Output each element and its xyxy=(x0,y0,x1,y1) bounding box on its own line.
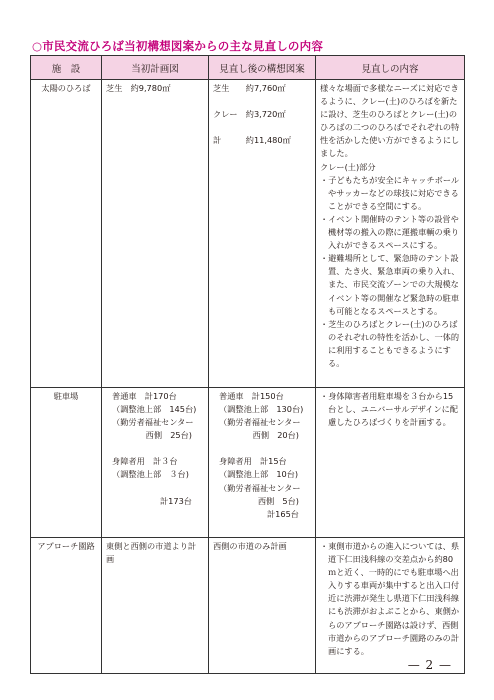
initial-regular-detail: 西側 25台) xyxy=(145,430,192,441)
revised-total: 計165台 xyxy=(266,508,299,519)
revised-accessible-detail: 西側 5台) xyxy=(257,495,299,506)
initial-accessible-cars: 身障者用 計３台 xyxy=(112,456,178,467)
revised-total-area: 計 約11,480㎡ xyxy=(213,135,291,146)
header-revision-content: 見直しの内容 xyxy=(316,56,465,80)
revised-accessible-detail: （勤労者福祉センター xyxy=(219,482,301,493)
header-initial-plan: 当初計画図 xyxy=(102,56,209,80)
content-point: ・イベント開催時のテント等の設営や機材等の搬入の際に運搬車輌の乗り入れができるスペースにする。 xyxy=(320,213,460,251)
table-row-approach-path xyxy=(31,538,465,674)
revision-content-cell xyxy=(316,388,465,538)
initial-plan-cell xyxy=(102,388,209,538)
content-point: ・東側市道からの進入については、県道下仁田浅科線の交差点から約80ｍと近く、一時的にでも駐車場へ出入りする車両が集中すると出入口付近に渋滞が発生し県道下仁田浅科線にも渋滞がおよぶことから、東側からのアプローチ園路は設けず、西側市道からのアプローチ園路のみの計画にする。 xyxy=(320,541,460,656)
revised-plan-cell: 西側の市道のみ計画 xyxy=(209,538,316,674)
initial-regular-detail: （勤労者福祉センター xyxy=(112,417,194,428)
revised-regular-detail: （勤労者福祉センター xyxy=(219,417,301,428)
header-revised-plan: 見直し後の構想図案 xyxy=(209,56,316,80)
facility-cell: 駐車場 xyxy=(31,388,102,538)
revised-accessible-detail: （調整池上部 10台) xyxy=(219,469,299,480)
content-point: ・子どもたちが安全にキャッチボールやサッカーなどの球技に対応できることができる空間にする。 xyxy=(320,174,460,211)
header-facility: 施 設 xyxy=(31,56,102,80)
revised-plan-cell xyxy=(209,388,316,538)
revision-content-cell xyxy=(316,538,465,674)
table-row-sun-plaza xyxy=(31,80,465,388)
revised-regular-detail: 西側 20台) xyxy=(252,430,299,441)
table-header-row xyxy=(31,56,465,80)
initial-accessible-detail: （調整池上部 ３台) xyxy=(112,469,189,480)
initial-regular-cars: 普通車 計170台 xyxy=(112,391,177,401)
content-point: ・身体障害者用駐車場を３台から15台とし、ユニバーサルデザインに配慮したひろばづくりを計画する。 xyxy=(320,391,459,428)
content-point: ・避難場所として、緊急時のテント設置、たき火、緊急車両の乗り入れ、また、市民交流ゾーンでの大規模なイベント等の開催など緊急時の駐車も可能となるスペースとする。 xyxy=(320,253,460,316)
revised-accessible-cars: 身障者用 計15台 xyxy=(219,456,287,467)
table-row-parking xyxy=(31,388,465,538)
initial-regular-detail: （調整池上部 145台) xyxy=(112,404,197,415)
facility-cell: アプローチ園路 xyxy=(31,538,102,674)
initial-plan-cell xyxy=(102,80,209,388)
comparison-table xyxy=(30,55,465,674)
revision-content-cell xyxy=(316,80,465,388)
revised-regular-detail: （調整池上部 130台) xyxy=(219,404,304,415)
revised-lawn-area: 芝生 約7,760㎡ xyxy=(213,83,286,93)
revised-clay-area: クレー 約3,720㎡ xyxy=(213,109,286,120)
facility-cell: 太陽のひろば xyxy=(31,80,102,388)
content-intro: 様々な場面で多様なニーズに対応できるように、クレー(土)のひろばを新たに設け、芝生のひろばとクレー(土)のひろばの二つのひろばでそれぞれの特性を活かした使い方ができるようにしました。 xyxy=(320,83,460,159)
revised-regular-cars: 普通車 計150台 xyxy=(219,391,284,401)
initial-lawn-area: 芝生 約9,780㎡ xyxy=(106,83,171,93)
content-point: ・芝生のひろばとクレー(土)のひろばのそれぞれの特性を活かし、一体的に利用することもできるようにする。 xyxy=(320,318,460,368)
initial-plan-cell: 東側と西側の市道より計画 xyxy=(102,538,209,674)
initial-total: 計173台 xyxy=(159,495,192,506)
content-subheading: クレー(土)部分 xyxy=(320,161,376,172)
page-title: ○市民交流ひろば当初構想図案からの主な見直しの内容 xyxy=(32,39,324,53)
revised-plan-cell xyxy=(209,80,316,388)
page-number: — 2 — xyxy=(407,658,452,672)
